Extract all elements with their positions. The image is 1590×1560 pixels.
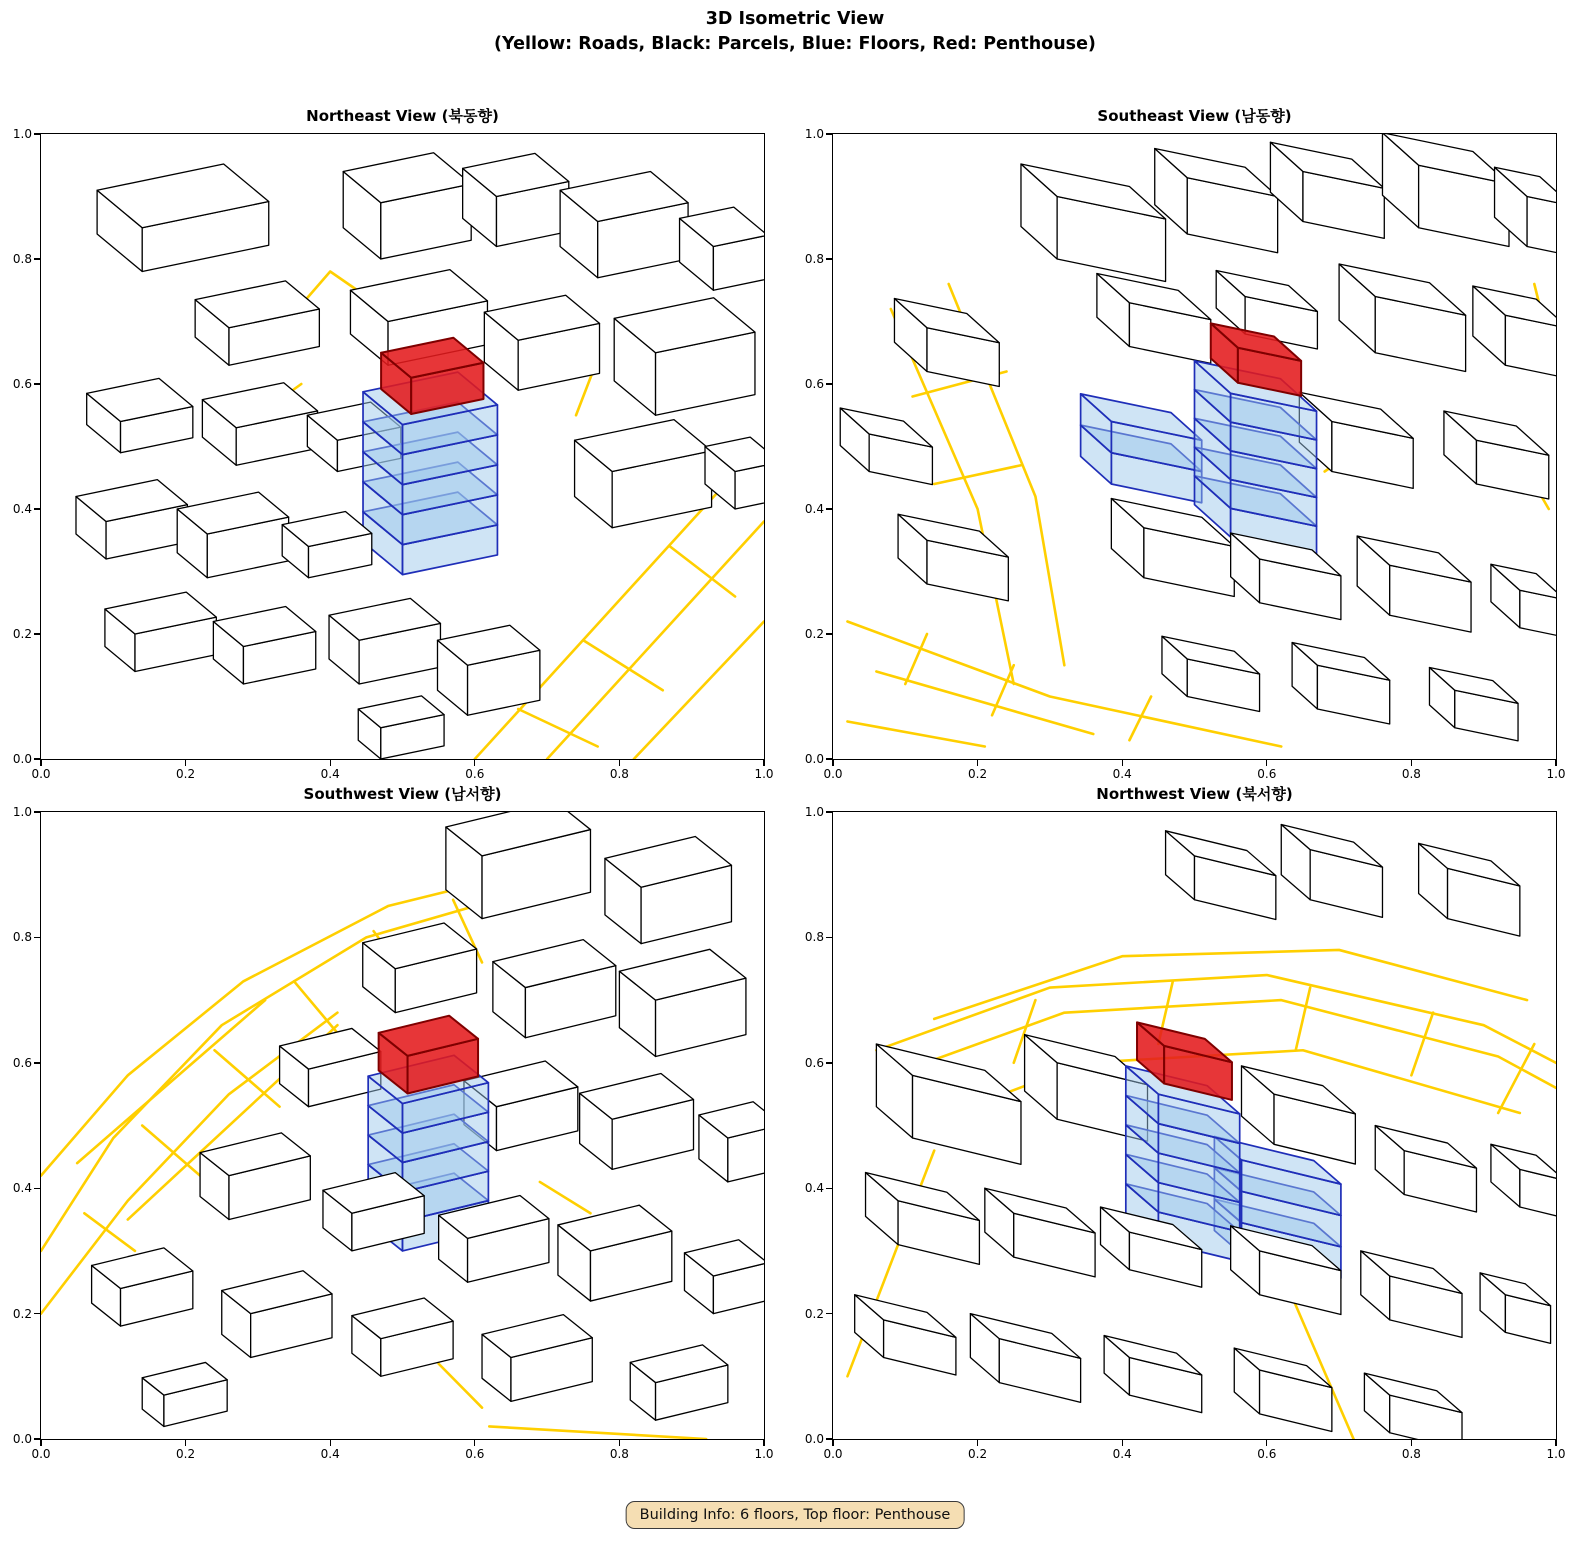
y-tick bbox=[826, 937, 832, 938]
road-line bbox=[1411, 1013, 1433, 1076]
x-tick-label: 0.2 bbox=[176, 1447, 196, 1461]
x-tick bbox=[1266, 760, 1267, 766]
y-tick bbox=[826, 1062, 832, 1063]
y-tick bbox=[826, 383, 832, 384]
x-tick-label: 0.4 bbox=[1112, 767, 1132, 781]
y-tick bbox=[826, 1438, 832, 1439]
figure-title bbox=[0, 7, 1590, 58]
y-tick-label: 0.0 bbox=[804, 1432, 824, 1446]
x-tick bbox=[1411, 760, 1412, 766]
x-tick bbox=[619, 1440, 620, 1446]
figure-title-line2: (Yellow: Roads, Black: Parcels, Blue: Floors, Red: Penthouse) bbox=[494, 34, 1096, 55]
scene-southeast bbox=[833, 134, 1556, 759]
y-tick bbox=[34, 811, 40, 812]
x-tick bbox=[474, 760, 475, 766]
y-tick-label: 0.2 bbox=[12, 1306, 32, 1321]
y-tick-label: 0.0 bbox=[12, 1432, 32, 1446]
subplot-southwest bbox=[12, 785, 774, 1461]
x-tick-label: 0.6 bbox=[1257, 767, 1277, 781]
subplot-northwest bbox=[804, 785, 1566, 1461]
y-tick bbox=[826, 758, 832, 759]
y-tick-label: 0.4 bbox=[12, 1181, 32, 1196]
y-tick bbox=[826, 258, 832, 259]
road-line bbox=[77, 1000, 265, 1163]
scene-northeast bbox=[41, 134, 764, 759]
y-tick-label: 0.6 bbox=[804, 1055, 824, 1070]
y-tick-label: 0.0 bbox=[804, 752, 824, 766]
road-line bbox=[1498, 1044, 1534, 1113]
y-tick-label: 0.2 bbox=[804, 1306, 824, 1321]
road-line bbox=[876, 672, 1093, 735]
x-tick-label: 0.0 bbox=[823, 1447, 843, 1461]
y-tick-label: 0.8 bbox=[12, 930, 32, 945]
y-tick-label: 0.6 bbox=[804, 377, 824, 391]
y-tick bbox=[34, 758, 40, 759]
road-line bbox=[905, 634, 927, 684]
road-line bbox=[847, 722, 984, 747]
scene-northwest bbox=[833, 812, 1556, 1439]
y-tick-label: 0.8 bbox=[804, 252, 824, 266]
subplot-title-northeast: Northeast View (북동향) bbox=[306, 107, 499, 125]
x-tick bbox=[185, 1440, 186, 1446]
x-tick bbox=[977, 760, 978, 766]
x-tick-label: 0.4 bbox=[1112, 1447, 1132, 1461]
subplot-title-southeast: Southeast View (남동향) bbox=[1097, 107, 1292, 125]
x-tick bbox=[1555, 1440, 1556, 1446]
x-tick-label: 0.2 bbox=[968, 767, 988, 781]
y-tick-label: 0.8 bbox=[12, 252, 32, 266]
y-tick-label: 0.8 bbox=[804, 930, 824, 945]
road-line bbox=[439, 1364, 482, 1408]
x-tick-label: 0.6 bbox=[1257, 1447, 1277, 1461]
x-tick bbox=[832, 1440, 833, 1446]
x-tick-label: 0.4 bbox=[320, 767, 340, 781]
road-line bbox=[489, 1426, 706, 1439]
y-tick-label: 0.2 bbox=[12, 627, 32, 641]
x-tick-label: 0.0 bbox=[31, 767, 51, 781]
x-tick-label: 0.8 bbox=[1401, 767, 1421, 781]
y-tick bbox=[34, 258, 40, 259]
x-tick bbox=[185, 760, 186, 766]
y-tick-label: 0.2 bbox=[804, 627, 824, 641]
x-tick-label: 0.8 bbox=[609, 1447, 629, 1461]
y-tick-label: 0.0 bbox=[12, 752, 32, 766]
x-tick bbox=[330, 760, 331, 766]
road-line bbox=[540, 1182, 591, 1213]
subplot-southeast bbox=[804, 107, 1566, 781]
y-tick bbox=[826, 811, 832, 812]
x-tick-label: 0.6 bbox=[465, 1447, 485, 1461]
y-tick bbox=[34, 383, 40, 384]
y-tick-label: 1.0 bbox=[804, 127, 824, 141]
y-tick bbox=[826, 1188, 832, 1189]
y-tick bbox=[34, 1062, 40, 1063]
building-block-face bbox=[1527, 197, 1556, 256]
subplot-title-southwest: Southwest View (남서향) bbox=[303, 785, 502, 803]
x-tick-label: 0.8 bbox=[1401, 1447, 1421, 1461]
x-tick-label: 0.6 bbox=[465, 767, 485, 781]
figure-title-line1: 3D Isometric View bbox=[705, 9, 885, 29]
road-line bbox=[583, 640, 663, 690]
y-tick-label: 1.0 bbox=[12, 805, 32, 819]
y-tick-label: 1.0 bbox=[804, 805, 824, 819]
y-tick bbox=[34, 1313, 40, 1314]
x-tick bbox=[977, 1440, 978, 1446]
x-tick-label: 0.0 bbox=[823, 767, 843, 781]
x-tick-label: 0.8 bbox=[609, 767, 629, 781]
x-tick bbox=[40, 1440, 41, 1446]
x-tick-label: 0.0 bbox=[31, 1447, 51, 1461]
x-tick-label: 0.2 bbox=[968, 1447, 988, 1461]
y-tick bbox=[826, 633, 832, 634]
y-tick-label: 0.6 bbox=[12, 1055, 32, 1070]
x-tick bbox=[832, 760, 833, 766]
y-tick-label: 0.6 bbox=[12, 377, 32, 391]
x-tick bbox=[40, 760, 41, 766]
y-tick-label: 0.4 bbox=[804, 1181, 824, 1196]
x-tick bbox=[1555, 760, 1556, 766]
y-tick bbox=[34, 133, 40, 134]
x-tick-label: 0.4 bbox=[320, 1447, 340, 1461]
road-line bbox=[518, 709, 598, 747]
x-tick bbox=[1266, 1440, 1267, 1446]
subplot-northeast bbox=[12, 107, 774, 781]
y-tick-label: 1.0 bbox=[12, 127, 32, 141]
y-tick bbox=[34, 1438, 40, 1439]
x-tick bbox=[1411, 1440, 1412, 1446]
y-tick-label: 0.4 bbox=[804, 502, 824, 516]
x-tick-label: 0.2 bbox=[176, 767, 196, 781]
x-tick-label: 1.0 bbox=[754, 1447, 774, 1461]
road-line bbox=[934, 950, 1527, 1019]
y-tick bbox=[826, 508, 832, 509]
x-tick-label: 1.0 bbox=[1546, 767, 1566, 781]
x-tick bbox=[330, 1440, 331, 1446]
scene-southwest bbox=[41, 812, 764, 1439]
y-tick bbox=[34, 937, 40, 938]
y-tick bbox=[826, 1313, 832, 1314]
x-tick-label: 1.0 bbox=[754, 767, 774, 781]
y-tick bbox=[34, 1188, 40, 1189]
y-tick bbox=[34, 508, 40, 509]
subplot-title-northwest: Northwest View (북서향) bbox=[1096, 785, 1293, 803]
x-tick-label: 1.0 bbox=[1546, 1447, 1566, 1461]
x-tick bbox=[474, 1440, 475, 1446]
y-tick-label: 0.4 bbox=[12, 502, 32, 516]
x-tick bbox=[619, 760, 620, 766]
road-line bbox=[934, 465, 1021, 484]
y-tick bbox=[34, 633, 40, 634]
x-tick bbox=[763, 760, 764, 766]
building-info-badge: Building Info: 6 floors, Top floor: Penthouse bbox=[626, 1501, 965, 1529]
y-tick bbox=[826, 133, 832, 134]
x-tick bbox=[763, 1440, 764, 1446]
road-line bbox=[547, 522, 764, 760]
x-tick bbox=[1122, 760, 1123, 766]
road-line bbox=[1296, 988, 1310, 1051]
x-tick bbox=[1122, 1440, 1123, 1446]
